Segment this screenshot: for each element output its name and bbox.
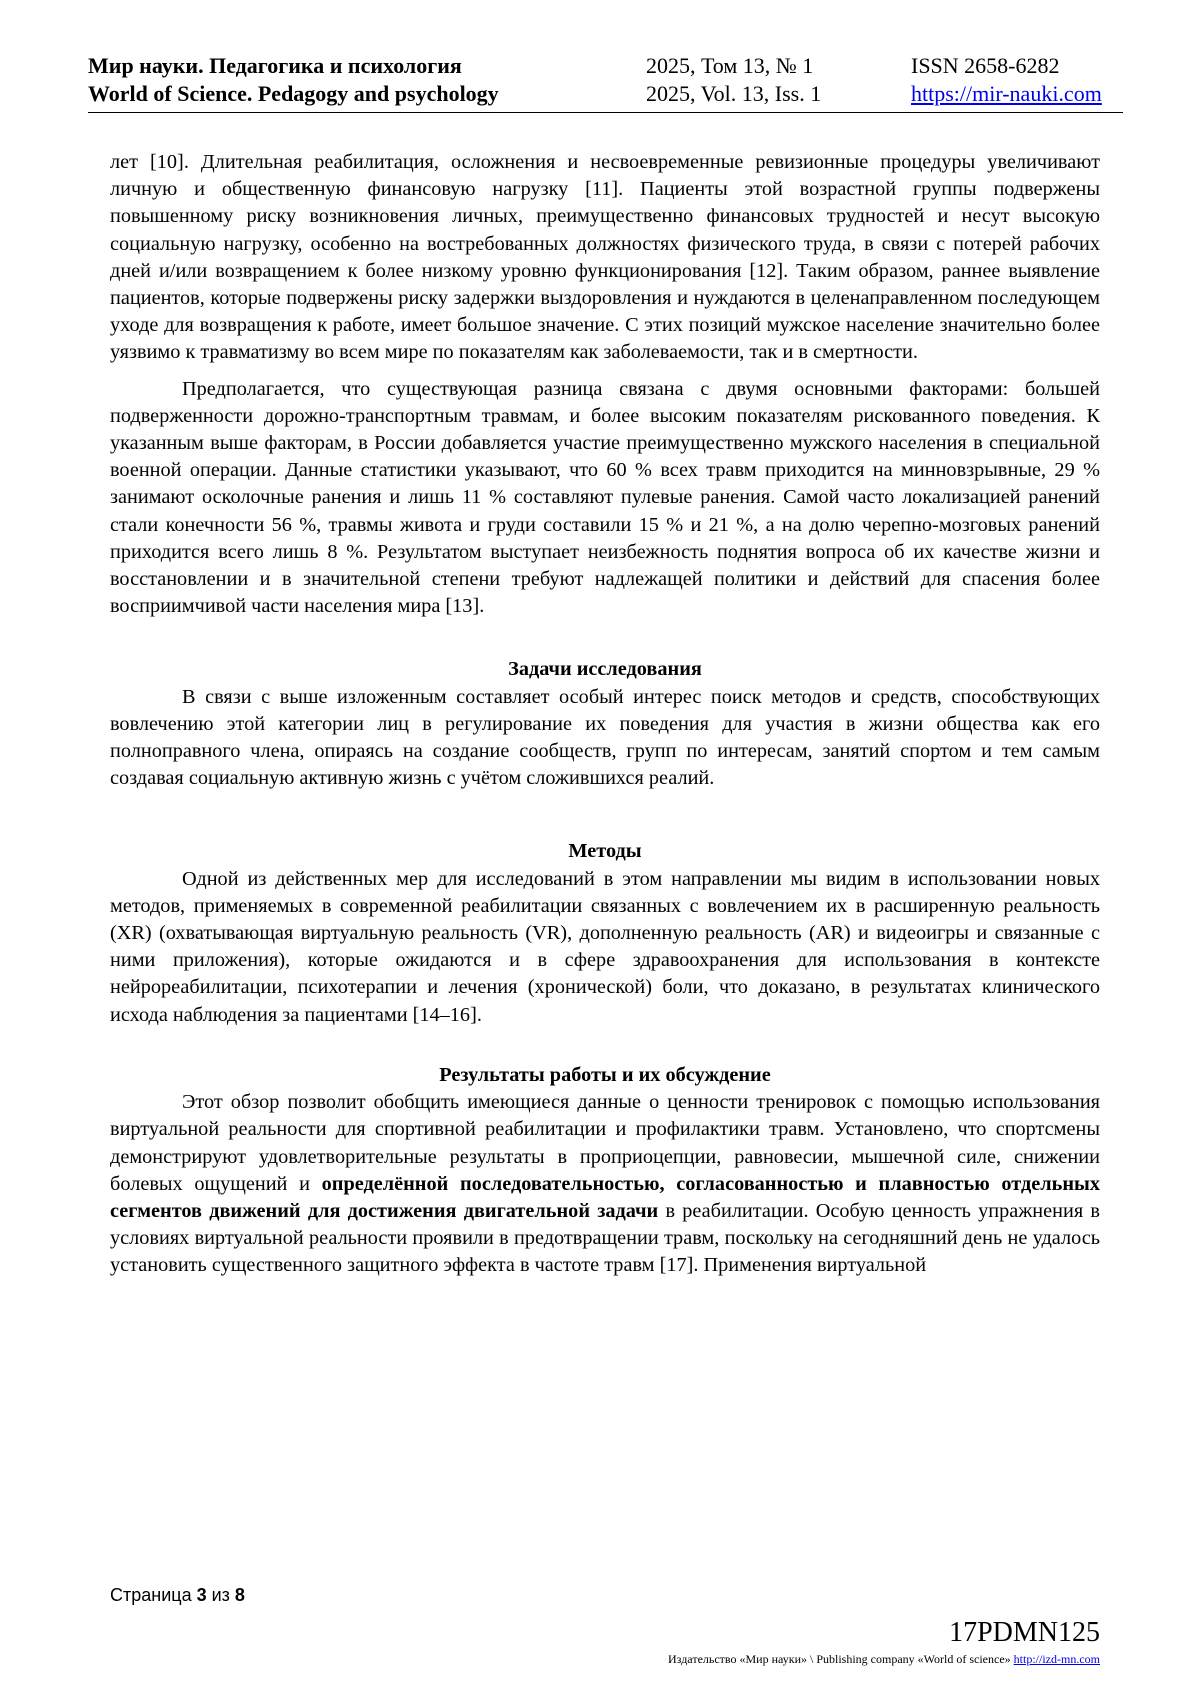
journal-title (88, 52, 499, 108)
article-code: 17PDMN125 (949, 1617, 1100, 1648)
results-text-start: Этот обзор позволит обобщить имеющиеся данные о ценности тренировок с помощью использования виртуальной реальности для спортивной реабилитации и профилактики травм. Установлено, что спортсмены демонстрируют удовлетворительные результаты в проприоцепции, равновесии, мышечной силе, снижении болевых ощущений и (110, 1091, 1100, 1195)
issn-block (911, 52, 1102, 108)
issue-ru: 2025, Том 13, № 1 (646, 53, 814, 78)
journal-header (88, 52, 1123, 113)
publisher-line (668, 1652, 1100, 1666)
article-body (110, 149, 1100, 1280)
journal-title-ru: Мир науки. Педагогика и психология (88, 53, 462, 78)
page-of: из (206, 1585, 235, 1605)
page-current: 3 (196, 1585, 207, 1605)
page-total: 8 (234, 1585, 245, 1605)
issue-en: 2025, Vol. 13, Iss. 1 (646, 81, 822, 106)
publisher-name: Издательство «Мир науки» \ Publishing company «World of science» (668, 1652, 1014, 1666)
page-label: Страница (110, 1585, 197, 1605)
results-bold-text: определённой последовательностью, согласованностью и плавностью отдельных сегментов движений для достижения двигательной задачи (110, 1172, 1100, 1222)
issue-info (646, 52, 821, 108)
paragraph-tasks: В связи с выше изложенным составляет особый интерес поиск методов и средств, способствующих вовлечению этой категории лиц в регулирование их поведения для участия в жизни общества как его полноправного члена, опираясь на создание сообществ, групп по интересам, занятий спортом и тем самым создавая социальную активную жизнь с учётом сложившихся реалий. (110, 685, 1100, 790)
section-heading-results: Результаты работы и их обсуждение (439, 1063, 771, 1086)
paragraph-continuation: лет [10]. Длительная реабилитация, осложнения и несвоевременные ревизионные процедуры увеличивают личную и общественную финансовую нагрузку [11]. Пациенты этой возрастной группы подвержены повышенному риску возникновения личных, преимущественно финансовых трудностей и несут высокую социальную нагрузку, особенно на востребованных должностях физического труда, в связи с потерей рабочих дней и/или возвращением к более низкому уровню функционирования [12]. Таким образом, раннее выявление пациентов, которые подвержены риску задержки выздоровления и нуждаются в целенаправленном последующем уходе для возвращения к работе, имеет большое значение. С этих позиций мужское население значительно более уязвимо к травматизму во всем мире по показателям как заболеваемости, так и в смертности. (110, 151, 1100, 364)
issn: ISSN 2658-6282 (911, 53, 1060, 78)
publisher-link[interactable]: http://izd-mn.com (1013, 1652, 1100, 1666)
paragraph-factors: Предполагается, что существующая разница связана с двумя основными факторами: большей подверженности дорожно-транспортным травмам, и более высоким показателям рискованного поведения. К указанным выше факторам, в России добавляется участие преимущественно мужского населения в специальной военной операции. Данные статистики указывают, что 60 % всех травм приходится на минновзрывные, 29 % занимают осколочные ранения и лишь 11 % составляют пулевые ранения. Самой часто локализацией ранений стали конечности 56 %, травмы живота и груди составили 15 % и 21 %, а на долю черепно-мозговых ранений приходится всего лишь 8 %. Результатом выступает неизбежность поднятия вопроса об их качестве жизни и восстановлении и в значительной степени требуют надлежащей политики и действий для спасения более восприимчивой части населения мира [13]. (110, 377, 1100, 618)
page-number (110, 1585, 245, 1606)
paragraph-methods: Одной из действенных мер для исследований в этом направлении мы видим в использовании новых методов, применяемых в современной реабилитации связанных с вовлечением их в расширенную реальность (XR) (охватывающая виртуальную реальность (VR), дополненную реальность (AR) и видеоигры и связанные с ними приложения), которые ожидаются и в сфере здравоохранения для использования в контексте нейрореабилитации, психотерапии и лечения (хронической) боли, что доказано, в результатах клинического исхода наблюдения за пациентами [14–16]. (110, 867, 1100, 1026)
section-heading-tasks: Задачи исследования (508, 658, 702, 681)
paragraph-results (110, 1089, 1100, 1279)
results-text-end: в реабилитации. Особую ценность упражнения в условиях виртуальной реальности проявили в предотвращении травм, поскольку на сегодняшний день не удалось установить существенного защитного эффекта в частоте травм [17]. Применения виртуальной (110, 1199, 1100, 1277)
section-heading-methods: Методы (568, 840, 642, 863)
journal-title-en: World of Science. Pedagogy and psychology (88, 81, 499, 106)
journal-link[interactable]: https://mir-nauki.com (911, 81, 1102, 106)
